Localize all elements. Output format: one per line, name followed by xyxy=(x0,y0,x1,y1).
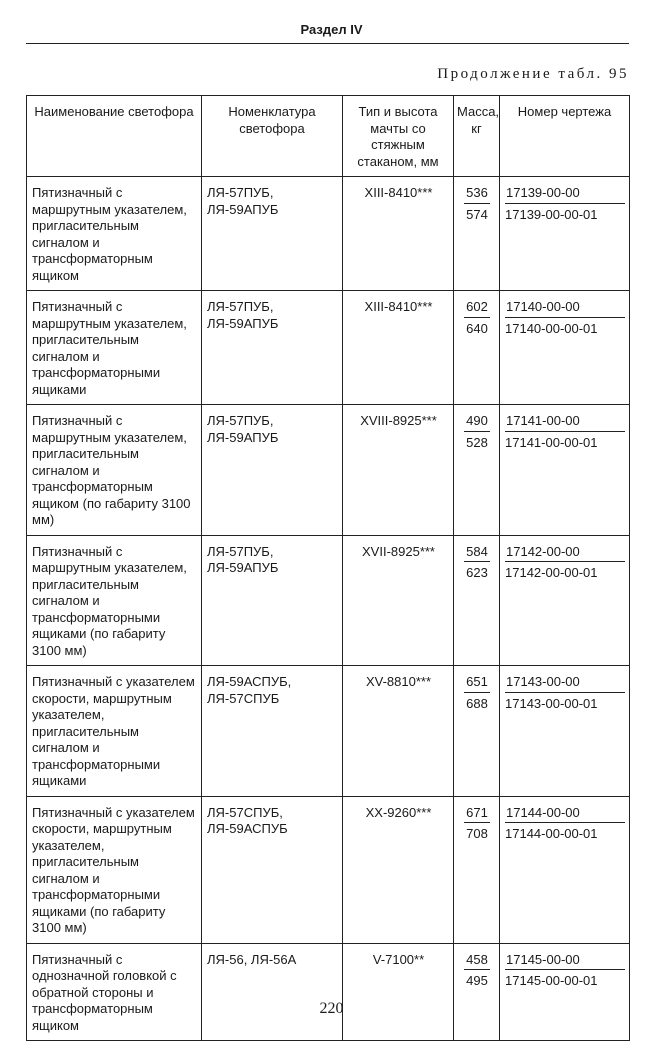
table-continuation-label: Продолжение табл. 95 xyxy=(437,66,629,82)
mass-bottom: 495 xyxy=(466,973,488,988)
drawing-top: 17144-00-00 xyxy=(505,805,625,824)
drawing-cell xyxy=(500,535,630,666)
table-row xyxy=(27,405,630,536)
header-drawing: Номер чертежа xyxy=(500,96,630,177)
header-nomenclature: Номенклатура светофора xyxy=(202,96,343,177)
drawing-cell xyxy=(500,291,630,405)
header-type: Тип и высота мачты со стяжным стаканом, мм xyxy=(343,96,454,177)
drawing-bottom: 17143-00-00-01 xyxy=(505,695,598,711)
drawing-top: 17139-00-00 xyxy=(505,185,625,204)
mass-bottom: 688 xyxy=(466,695,488,711)
mast-type: XIII-8410*** xyxy=(343,177,454,291)
drawing-bottom: 17142-00-00-01 xyxy=(505,565,598,580)
mast-type: XV-8810*** xyxy=(343,666,454,797)
mass-cell xyxy=(454,405,500,536)
mast-type: V-7100** xyxy=(343,943,454,1041)
signal-name: Пятизначный с указателем скорости, маршрутным указателем, пригласительным сигналом и трансформаторными ящиками xyxy=(27,666,202,797)
mass-bottom: 708 xyxy=(466,826,488,841)
mass-bottom: 528 xyxy=(466,434,488,450)
mass-top: 458 xyxy=(464,952,490,971)
mass-cell xyxy=(454,666,500,797)
header-rule xyxy=(26,43,629,44)
mast-type: XVII-8925*** xyxy=(343,535,454,666)
drawing-top: 17140-00-00 xyxy=(505,299,625,318)
mass-top: 584 xyxy=(464,544,490,563)
table-row xyxy=(27,666,630,797)
mass-cell xyxy=(454,291,500,405)
mass-cell xyxy=(454,796,500,943)
mass-cell xyxy=(454,943,500,1041)
signal-nomenclature: ЛЯ-57СПУБ, ЛЯ-59АСПУБ xyxy=(202,796,343,943)
mast-type: XVIII-8925*** xyxy=(343,405,454,536)
mass-top: 671 xyxy=(464,805,490,824)
signal-name: Пятизначный с маршрутным указателем, пригласительным сигналом и трансформаторным ящиком xyxy=(27,177,202,291)
page-number: 220 xyxy=(319,1000,344,1017)
mass-top: 490 xyxy=(464,413,490,432)
mass-top: 536 xyxy=(464,185,490,204)
signal-name: Пятизначный с маршрутным указателем, пригласительным сигналом и трансформаторными ящиками xyxy=(27,291,202,405)
mass-bottom: 640 xyxy=(466,320,488,336)
table-row xyxy=(27,796,630,943)
table-row xyxy=(27,291,630,405)
signal-nomenclature: ЛЯ-59АСПУБ, ЛЯ-57СПУБ xyxy=(202,666,343,797)
signal-name: Пятизначный с указателем скорости, маршрутным указателем, пригласительным сигналом и трансформаторными ящиками (по габариту 3100 мм) xyxy=(27,796,202,943)
mast-type: XX-9260*** xyxy=(343,796,454,943)
drawing-top: 17145-00-00 xyxy=(505,952,625,971)
signal-name: Пятизначный с маршрутным указателем, пригласительным сигналом и трансформаторным ящиком (по габариту 3100 мм) xyxy=(27,405,202,536)
drawing-top: 17141-00-00 xyxy=(505,413,625,432)
drawing-bottom: 17145-00-00-01 xyxy=(505,973,598,988)
drawing-bottom: 17144-00-00-01 xyxy=(505,826,598,841)
signal-nomenclature: ЛЯ-56, ЛЯ-56А xyxy=(202,943,343,1041)
drawing-cell xyxy=(500,177,630,291)
drawing-top: 17142-00-00 xyxy=(505,544,625,563)
drawing-cell xyxy=(500,796,630,943)
signal-name: Пятизначный с однозначной головкой с обратной стороны и трансформаторным ящиком xyxy=(27,943,202,1041)
table-row xyxy=(27,177,630,291)
mass-bottom: 623 xyxy=(466,565,488,580)
mass-cell xyxy=(454,177,500,291)
drawing-cell xyxy=(500,666,630,797)
mass-top: 602 xyxy=(464,299,490,318)
drawing-cell xyxy=(500,405,630,536)
header-name: Наименование светофора xyxy=(27,96,202,177)
drawing-cell xyxy=(500,943,630,1041)
signals-table xyxy=(26,95,630,1041)
mass-cell xyxy=(454,535,500,666)
drawing-bottom: 17139-00-00-01 xyxy=(505,206,598,222)
signal-nomenclature: ЛЯ-57ПУБ, ЛЯ-59АПУБ xyxy=(202,535,343,666)
mass-bottom: 574 xyxy=(466,206,488,222)
section-header: Раздел IV xyxy=(300,22,363,37)
drawing-top: 17143-00-00 xyxy=(505,674,625,693)
drawing-bottom: 17141-00-00-01 xyxy=(505,434,598,450)
signal-nomenclature: ЛЯ-57ПУБ, ЛЯ-59АПУБ xyxy=(202,405,343,536)
table-row xyxy=(27,535,630,666)
drawing-bottom: 17140-00-00-01 xyxy=(505,320,598,336)
table-row xyxy=(27,943,630,1041)
mass-top: 651 xyxy=(464,674,490,693)
signal-nomenclature: ЛЯ-57ПУБ, ЛЯ-59АПУБ xyxy=(202,291,343,405)
signal-name: Пятизначный с маршрутным указателем, пригласительным сигналом и трансформаторными ящиками (по габариту 3100 мм) xyxy=(27,535,202,666)
header-mass: Масса, кг xyxy=(454,96,500,177)
table-body xyxy=(27,177,630,1041)
signal-nomenclature: ЛЯ-57ПУБ, ЛЯ-59АПУБ xyxy=(202,177,343,291)
table-header-row xyxy=(27,96,630,177)
mast-type: XIII-8410*** xyxy=(343,291,454,405)
